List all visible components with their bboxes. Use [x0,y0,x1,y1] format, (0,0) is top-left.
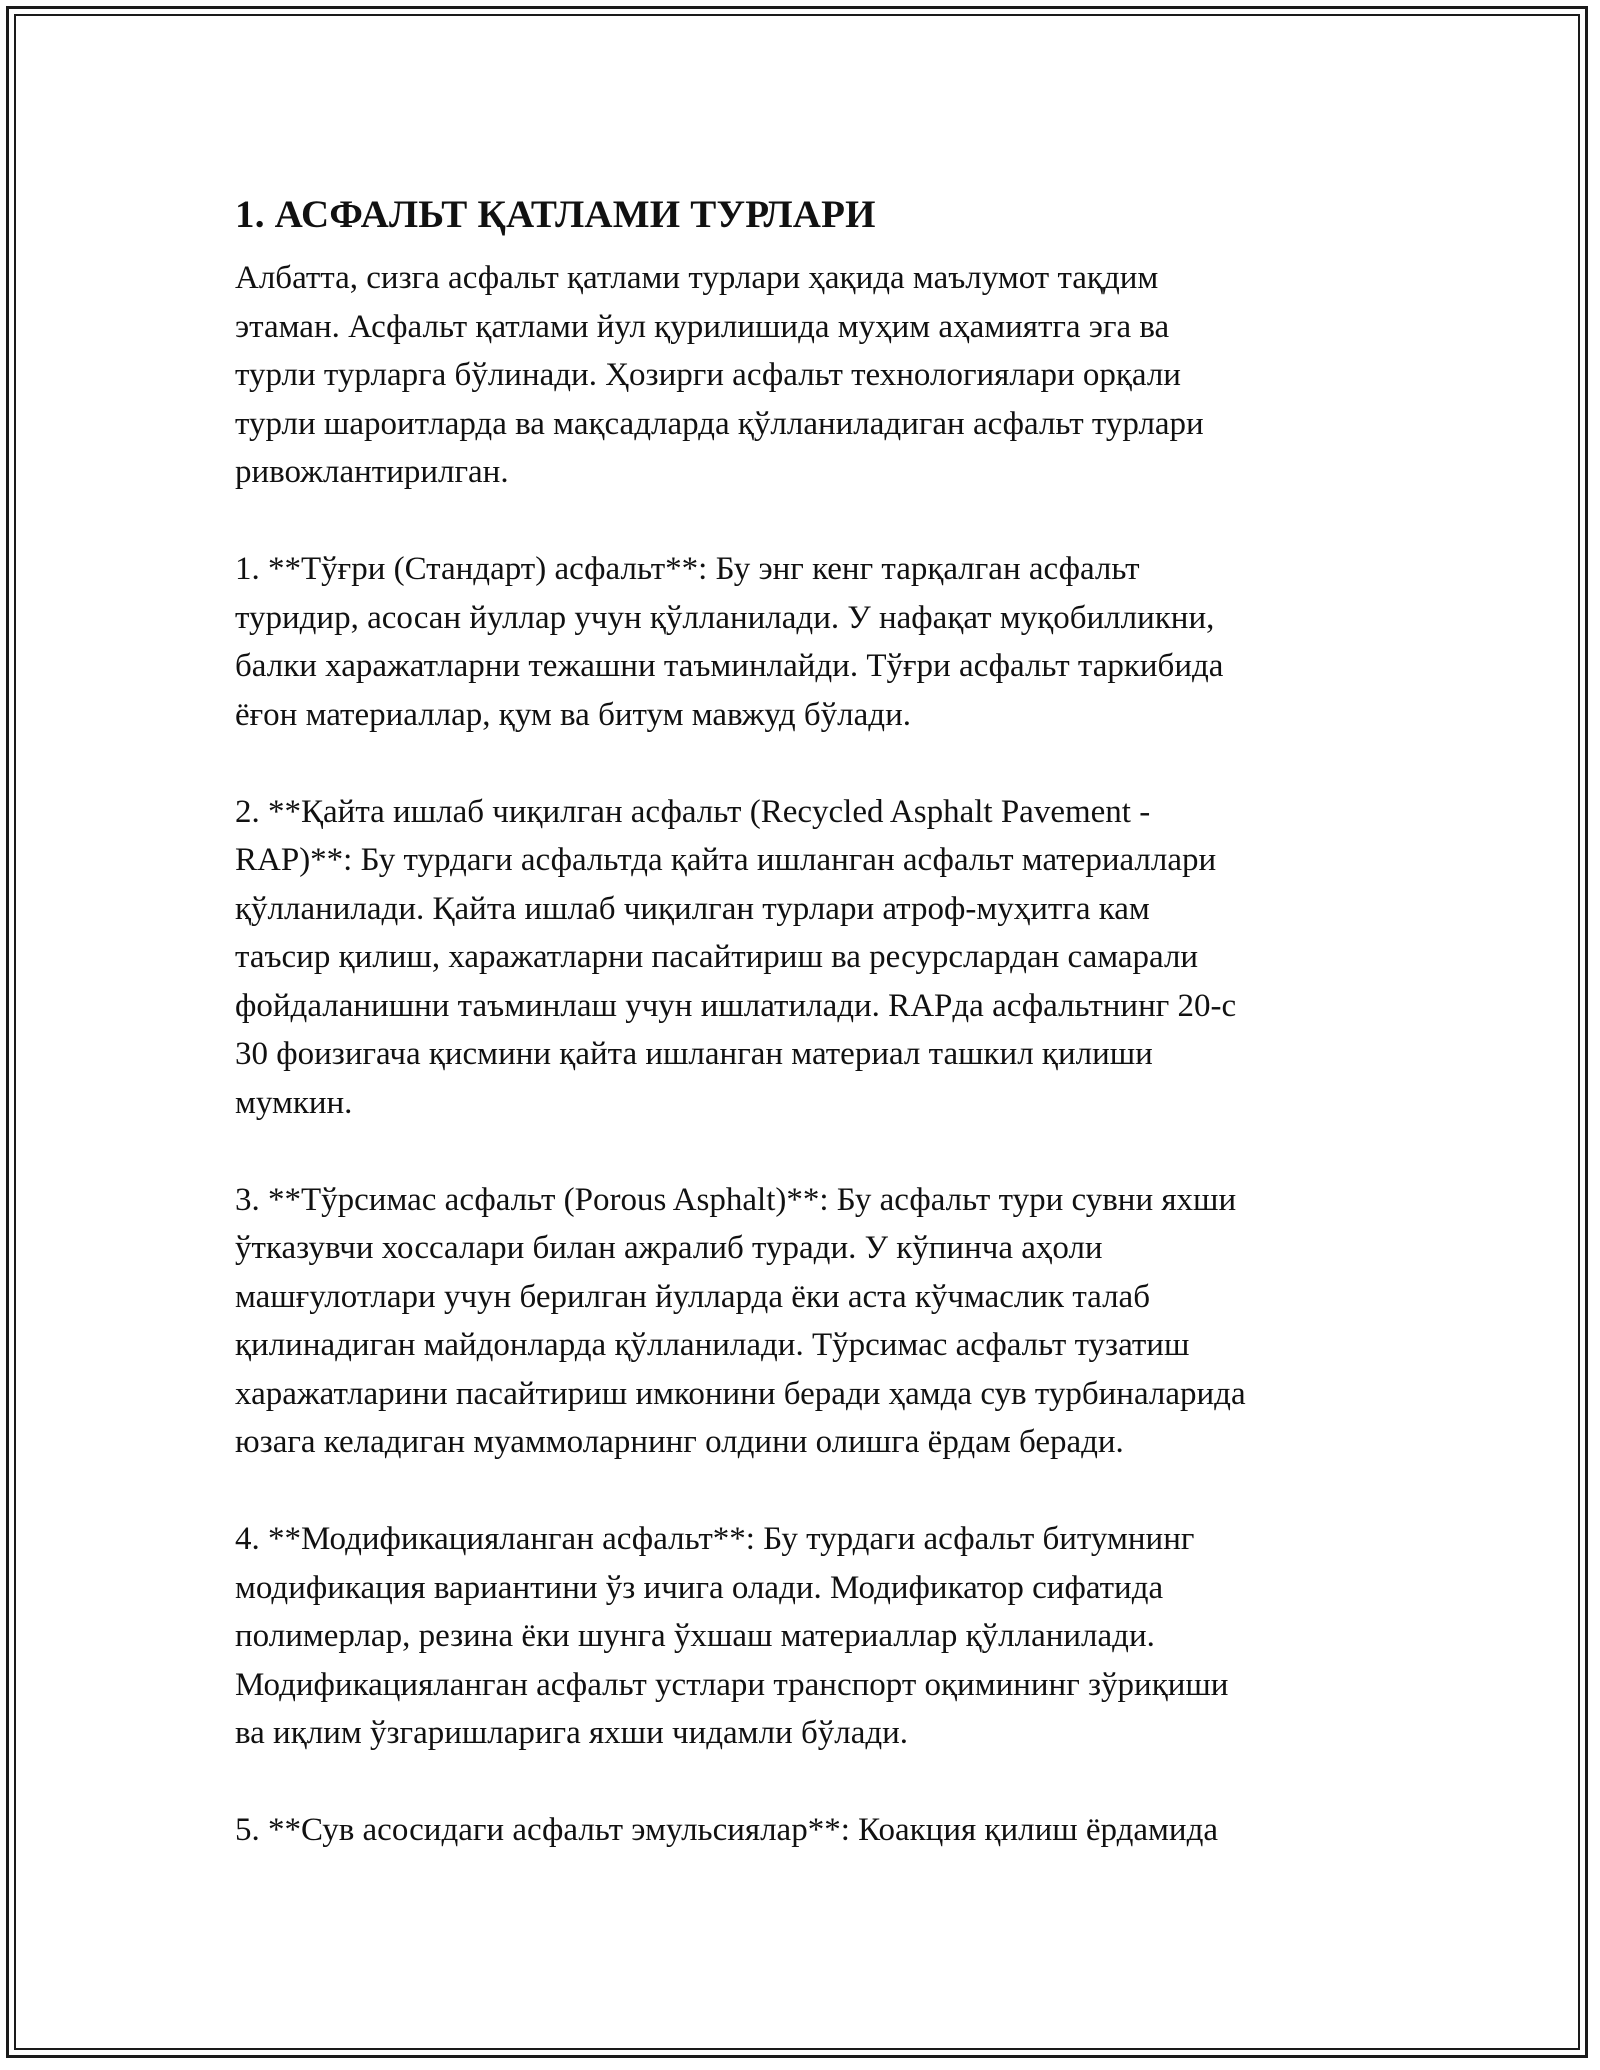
text-line: 4. **Модификацияланган асфальт**: Бу турдаги асфальт битумнинг [235,1521,1195,1557]
text-line: модификация вариантини ўз ичига олади. Модификатор сифатида [235,1569,1164,1606]
list-item-3-paragraph [235,1176,1375,1467]
text-line: қилинадиган майдонларда қўлланилади. Тўрсимас асфальт тузатиш [235,1327,1190,1363]
text-line: Албатта, сизга асфальт қатлами турлари ҳақида маълумот тақдим [235,260,1159,296]
text-line: турли турларга бўлинади. Ҳозирги асфальт технологиялари орқали [235,357,1181,393]
text-line: машғулотлари учун берилган йулларда ёки аста кўчмаслик талаб [235,1278,1150,1315]
text-line: турли шароитларда ва мақсадларда қўлланиладиган асфальт турлари [235,405,1204,442]
text-line: Модификацияланган асфальт устлари транспорт оқимининг зўриқиши [235,1666,1229,1703]
text-line: туридир, асосан йуллар учун қўлланилади. У нафақат муқобилликни, [235,599,1215,636]
text-line: қўлланилади. Қайта ишлаб чиқилган турлари атроф-муҳитга кам [235,890,1150,927]
document-body [235,180,1375,1903]
text-line: 1. **Тўғри (Стандарт) асфальт**: Бу энг кенг тарқалган асфальт [235,551,1140,587]
list-item-1-paragraph [235,545,1375,739]
intro-paragraph [235,254,1375,497]
list-item-4-paragraph [235,1515,1375,1758]
section-heading: 1. АСФАЛЬТ ҚАТЛАМИ ТУРЛАРИ [235,193,876,236]
text-line: ривожлантирилган. [235,454,509,490]
text-line: RAP)**: Бу турдаги асфальтда қайта ишланган асфальт материаллари [235,842,1217,878]
text-line: юзага келадиган муаммоларнинг олдини олишга ёрдам беради. [235,1424,1124,1460]
text-line: ёғон материаллар, қум ва битум мавжуд бўлади. [235,696,912,733]
text-line: 5. **Сув асосидаги асфальт эмульсиялар**: Коакция қилиш ёрдамида [235,1812,1219,1848]
text-line: таъсир қилиш, харажатларни пасайтириш ва ресурслардан самарали [235,939,1199,975]
list-item-2-paragraph [235,788,1375,1128]
text-line: ўтказувчи хоссалари билан ажралиб туради. У кўпинча аҳоли [235,1230,1103,1266]
text-line: 2. **Қайта ишлаб чиқилган асфальт (Recycled Asphalt Pavement - [235,793,1151,830]
text-line: 3. **Тўрсимас асфальт (Porous Asphalt)**: Бу асфальт тури сувни яхши [235,1181,1237,1218]
text-line: этаман. Асфальт қатлами йул қурилишида муҳим аҳамиятга эга ва [235,308,1170,345]
text-line: ва иқлим ўзгаришларига яхши чидамли бўлади. [235,1715,909,1751]
text-line: полимерлар, резина ёки шунга ўхшаш материаллар қўлланилади. [235,1618,1155,1654]
text-line: харажатларини пасайтириш имконини беради ҳамда сув турбиналарида [235,1375,1246,1412]
list-item-5-paragraph [235,1806,1375,1855]
text-line: 30 фоизигача қисмини қайта ишланган материал ташкил қилиши [235,1036,1153,1072]
text-line: мумкин. [235,1084,353,1121]
text-line: балки харажатларни тежашни таъминлайди. Тўғри асфальт таркибида [235,648,1224,684]
text-line: фойдаланишни таъминлаш учун ишлатилади. RAPда асфальтнинг 20-с [235,987,1237,1024]
